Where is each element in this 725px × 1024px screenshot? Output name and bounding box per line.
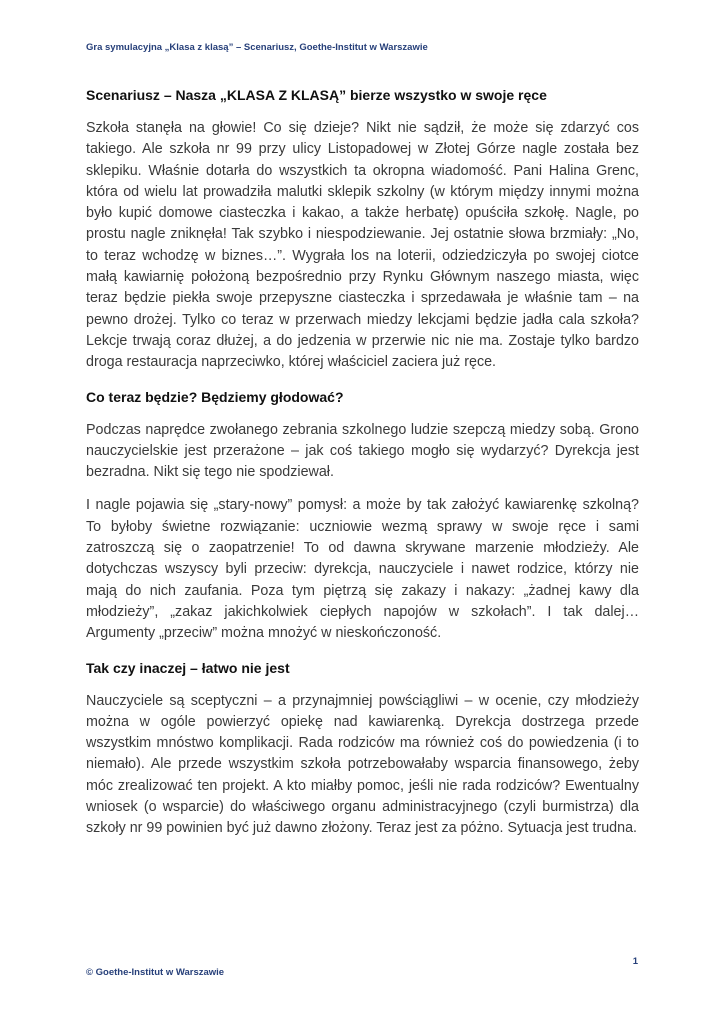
paragraph: Podczas naprędce zwołanego zebrania szkolnego ludzie szepczą miedzy sobą. Grono nauczycielskie jest przerażone – jak coś takiego mogło się wydarzyć? Dyrekcja jest bezradna. Nikt się tego nie spodziewał. [86,421,639,481]
section-title: Tak czy inaczej – łatwo nie jest [86,659,290,676]
document-body [86,85,639,852]
paragraph: I nagle pojawia się „stary-nowy” pomysł: a może by tak założyć kawiarenkę szkolną? To byłoby świetne rozwiązanie: uczniowie wezmą sprawy w swoje ręce i sami zatroszczą się o zaopatrzenie! To od dawna skrywane marzenie młodzieży. Ale dotychczas wszyscy byli przeciw: dyrekcja, nauczyciele i nawet rodzice, którzy nie mają do nich zaufania. Poza tym piętrzą się zakazy i nakazy: „żadnej kawy dla młodzieży”, „zakaz jakichkolwiek ciepłych napojów w szkołach”. I tak dalej… Argumenty „przeciw” można mnożyć w nieskończoność. [86,497,639,642]
section-scenario [86,85,639,374]
running-header: Gra symulacyjna „Klasa z klasą” – Scenariusz, Goethe-Institut w Warszawie [86,42,428,53]
section-not-easy [86,658,639,840]
footer-copyright: © Goethe-Institut w Warszawie [86,967,225,978]
paragraph: Nauczyciele są sceptyczni – a przynajmniej powściągliwi – w ocenie, czy młodzieży można w ogóle powierzyć opiekę nad kawiarenką. Dyrekcja dostrzega przede wszystkim mnóstwo komplikacji. Rada rodziców ma również coś do powiedzenia (i to niemało). Ale przede wszystkim szkoła potrzebowałaby wsparcia finansowego, żeby móc zrealizować ten projekt. A kto miałby pomoc, jeśli nie rada rodziców? Ewentualny wniosek (o wsparcie) do właściwego organu administracyjnego (czyli burmistrza) dla szkoły nr 99 powinien być już dawno złożony. Teraz jest za póżno. Sytuacja jest trudna. [86,692,639,837]
page-number: 1 [632,956,638,967]
paragraph: Szkoła stanęła na głowie! Co się dzieje? Nikt nie sądził, że może się zdarzyć cos takiego. Ale szkoła nr 99 przy ulicy Listopadowej w Złotej Górze nagle została bez sklepiku. Właśnie dotarła do wszystkich ta okropna wiadomość. Pani Halina Grenc, która od wielu lat prowadziła malutki sklepik szkolny (w którym między innymi można było kupić domowe ciasteczka i kakao, a także herbatę) opuściła szkołę. Nagle, po prostu nagle zniknęła! Tak szybko i niespodziewanie. Jej ostatnie słowa brzmiały: „No, to teraz wchodzę w biznes…”. Wygrała los na loterii, odziedziczyła po swojej ciotce małą kawiarnię położoną bezpośrednio przy Rynku Głównym naszego miasta, więc teraz będzie piekła swoje przepyszne ciasteczka i sprzedawała je właśnie tam – na pewno drożej. Tylko co teraz w przerwach miedzy lekcjami będzie jadła cala szkoła? Lekcje trwają coraz dłużej, a do jedzenia w przerwie nic nie ma. Zostaje tylko bardzo droga restauracja naprzeciwko, której właściciel zaciera już ręce. [86,120,639,371]
section-what-now [86,387,639,645]
section-title: Scenariusz – Nasza „KLASA Z KLASĄ” bierze wszystko w swoje ręce [86,87,547,103]
section-title: Co teraz będzie? Będziemy głodować? [86,388,344,405]
